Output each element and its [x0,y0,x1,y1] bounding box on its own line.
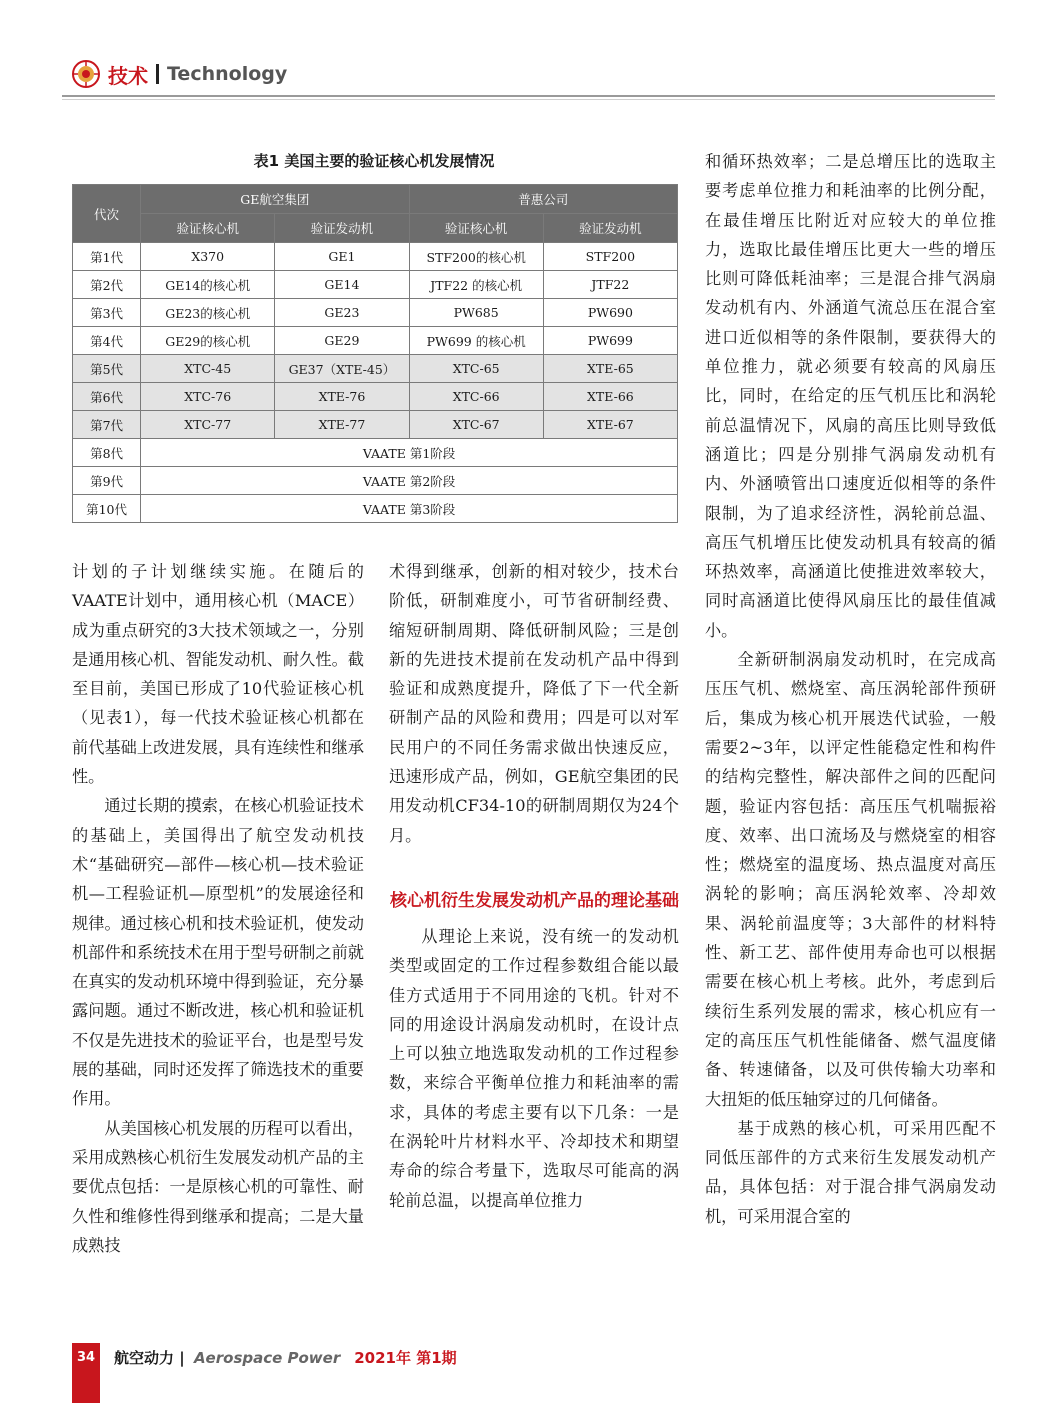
table-cell: XTC-77 [141,411,275,439]
cell-generation: 第4代 [73,327,141,355]
table-cell: XTE-77 [275,411,409,439]
table-cell: XTC-66 [409,383,543,411]
header-sub: 验证发动机 [275,214,409,243]
table-cell: XTE-67 [543,411,677,439]
table-cell: XTC-67 [409,411,543,439]
table-cell: XTC-45 [141,355,275,383]
column-1 [72,557,364,1260]
cell-generation: 第8代 [73,439,141,467]
table-row [73,355,678,383]
cell-generation: 第5代 [73,355,141,383]
header-sub: 验证核心机 [141,214,275,243]
cell-generation: 第10代 [73,495,141,523]
header-sub: 验证核心机 [409,214,543,243]
cell-generation: 第1代 [73,243,141,271]
table-cell: GE23的核心机 [141,299,275,327]
journal-logo-icon [72,60,100,88]
table-row [73,467,678,495]
paragraph: 计划的子计划继续实施。在随后的VAATE计划中，通用核心机（MACE）成为重点研究的3大技术领域之一，分别是通用核心机、智能发动机、耐久性。截至目前，美国已形成了10代验证核心机（见表1），每一代技术验证核心机都在前代基础上改进发展，具有连续性和继承性。 [72,562,364,787]
journal-issue: 2021年 第1期 [354,1349,457,1367]
table-cell: PW690 [543,299,677,327]
cell-generation: 第3代 [73,299,141,327]
table-cell: STF200的核心机 [409,243,543,271]
table-cell: GE29 [275,327,409,355]
table-row [73,243,678,271]
paragraph: 通过长期的摸索，在核心机验证技术的基础上，美国得出了航空发动机技术“基础研究—部件—核心机—技术验证机—工程验证机—原型机”的发展途径和规律。通过核心机和技术验证机，使发动机部件和系统技术在用于型号研制之前就在真实的发动机环境中得到验证，充分暴露问题。通过不断改进，核心机和验证机不仅是先进技术的验证平台，也是型号发展的基础，同时还发挥了筛选技术的重要作用。 [72,796,364,1109]
table-cell: GE14的核心机 [141,271,275,299]
table-cell-merged: VAATE 第3阶段 [141,495,678,523]
table-cell-merged: VAATE 第2阶段 [141,467,678,495]
page-number: 34 [76,1350,96,1365]
core-engine-table [72,184,678,523]
journal-name: 航空动力 | Aerospace Power 2021年 第1期 [114,1349,457,1367]
paragraph: 和循环热效率；二是总增压比的选取主要考虑单位推力和耗油率的比例分配，在最佳增压比附近对应较大的单位推力，选取比最佳增压比更大一些的增压比则可降低耗油率；三是混合排气涡扇发动机有内、外涵道气流总压在混合室进口近似相等的条件限制，要获得大的单位推力，就必须要有较高的风扇压比，同时，在给定的压气机压比和涡轮前总温情况下，风扇的高压比则导致低涵道比；四是分别排气涡扇发动机有内、外涵喷管出口速度近似相等的条件限制，为了追求经济性，涡轮前总温、高压气机增压比使发动机具有较高的循环热效率，高涵道比使推进效率较大，同时高涵道比使得风扇压比的最佳值减小。 [705,152,996,640]
section-title-en: Technology [167,63,288,85]
table-caption: 表1 美国主要的验证核心机发展情况 [253,152,495,170]
cell-generation: 第6代 [73,383,141,411]
section-divider [156,64,159,84]
table-cell: GE29的核心机 [141,327,275,355]
paragraph: 从美国核心机发展的历程可以看出，采用成熟核心机衍生发展发动机产品的主要优点包括：一是原核心机的可靠性、耐久性和维修性得到继承和提高；二是大量成熟技 [72,1118,364,1255]
table-cell: JTF22 的核心机 [409,271,543,299]
table-cell: GE1 [275,243,409,271]
table-cell: XTE-76 [275,383,409,411]
journal-title-cn: 航空动力 [114,1349,175,1367]
section-title-cn: 技术 [108,63,148,88]
table-cell: GE37（XTE-45） [275,355,409,383]
header-rule [62,95,995,97]
column-3 [705,147,996,1231]
header-sub: 验证发动机 [543,214,677,243]
table-row [73,271,678,299]
table-row [73,383,678,411]
table-cell: GE23 [275,299,409,327]
cell-generation: 第2代 [73,271,141,299]
table-cell: GE14 [275,271,409,299]
table-cell: X370 [141,243,275,271]
paragraph: 术得到继承，创新的相对较少，技术台阶低，研制难度小，可节省研制经费、缩短研制周期、降低研制风险；三是创新的先进技术提前在发动机产品中得到验证和成熟度提升，降低了下一代全新研制产品的风险和费用；四是可以对军民用户的不同任务需求做出快速反应，迅速形成产品，例如，GE航空集团的民用发动机CF34-10的研制周期仅为24个月。 [389,562,679,845]
table-cell: XTC-76 [141,383,275,411]
header-rule-thin [62,99,995,100]
table-cell: PW699 [543,327,677,355]
journal-title-en: Aerospace Power [193,1349,341,1367]
table-cell: PW699 的核心机 [409,327,543,355]
header-pw-group: 普惠公司 [409,185,677,214]
header-generation: 代次 [73,185,141,243]
paragraph: 全新研制涡扇发动机时，在完成高压压气机、燃烧室、高压涡轮部件预研后，集成为核心机开展迭代试验，一般需要2~3年，以评定性能稳定性和构件的结构完整性，解决部件之间的匹配问题，验证内容包括：高压压气机喘振裕度、效率、出口流场及与燃烧室的相容性；燃烧室的温度场、热点温度对高压涡轮的影响；高压涡轮效率、冷却效果、涡轮前温度等；3大部件的材料特性、新工艺、部件使用寿命也可以根据需要在核心机上考核。此外，考虑到后续衍生系列发展的需求，核心机应有一定的高压压气机性能储备、燃气温度储备、转速储备，以及可供传输大功率和大扭矩的低压轴穿过的几何储备。 [705,650,996,1109]
table-row [73,299,678,327]
table-cell: JTF22 [543,271,677,299]
table-cell-merged: VAATE 第1阶段 [141,439,678,467]
table-cell: STF200 [543,243,677,271]
table-row [73,439,678,467]
table-cell: XTE-65 [543,355,677,383]
section-subheading: 核心机衍生发展发动机产品的理论基础 [390,890,679,911]
table-cell: PW685 [409,299,543,327]
cell-generation: 第9代 [73,467,141,495]
paragraph: 基于成熟的核心机，可采用匹配不同低压部件的方式来衍生发展发动机产品，具体包括：对于混合排气涡扇发动机，可采用混合室的 [705,1118,996,1226]
section-header [72,58,287,90]
paragraph: 从理论上来说，没有统一的发动机类型或固定的工作过程参数组合能以最佳方式适用于不同用途的飞机。针对不同的用途设计涡扇发动机时，在设计点上可以独立地选取发动机的工作过程参数，来综合平衡单位推力和耗油率的需求，具体的考虑主要有以下几条：一是在涡轮叶片材料水平、冷却技术和期望寿命的综合考量下，选取尽可能高的涡轮前总温，以提高单位推力 [389,926,679,1210]
table-row [73,411,678,439]
table-row [73,327,678,355]
header-ge-group: GE航空集团 [141,185,409,214]
table-row [73,495,678,523]
column-2 [389,557,679,1215]
cell-generation: 第7代 [73,411,141,439]
table-cell: XTC-65 [409,355,543,383]
table-cell: XTE-66 [543,383,677,411]
